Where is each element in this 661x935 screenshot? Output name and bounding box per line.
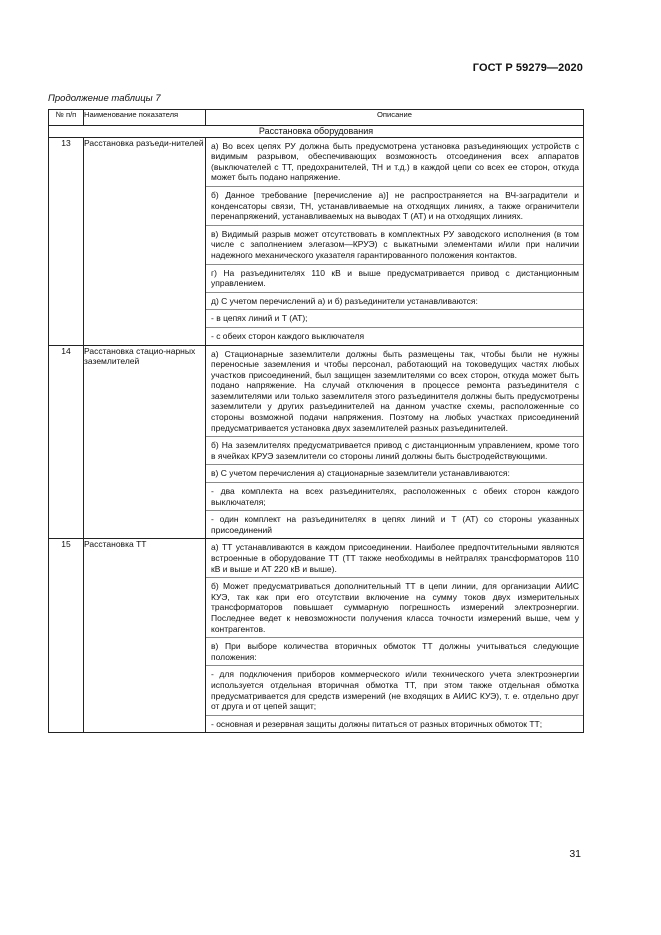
table-header-row (49, 110, 584, 126)
description-paragraph: в) С учетом перечисления а) стационарные заземлители устанавливаются: (206, 464, 583, 482)
description-paragraph: - два комплекта на всех разъединителях, расположенных с обеих сторон каждого выключателя; (206, 482, 583, 510)
table-row (49, 345, 584, 539)
description-paragraph: - с обеих сторон каждого выключателя (206, 327, 583, 345)
row-number: 15 (49, 539, 84, 733)
description-paragraph: б) Данное требование [перечисление а)] не распространяется на ВЧ-заградители и конденсаторы связи, ТН, устанавливаемые на отходящих линиях, а также ограничители перенапряжений, устанавливаемых на выводах Т (АТ) и на отходящих линиях. (206, 186, 583, 225)
section-row (49, 126, 584, 138)
description-paragraph: а) Стационарные заземлители должны быть размещены так, чтобы были не нужны переносные заземления и чтобы персонал, работающий на токоведущих частях любых участков присоединений, был защищен заземлителями со всех сторон, откуда может быть подано напряжение. На случай отключения в процессе ремонта разъединителя с заземлителями или только заземлителя этого разъединителя должны быть предусмотрены заземлители у других разъединителей на данном участке схемы, расположенные со стороны возможной подачи напряжения. Поэтому на любых участках присоединений предусматривается установка двух заземлителей разных разъединителей. (211, 348, 579, 433)
description-paragraph: в) При выборе количества вторичных обмоток ТТ должны учитываться следующие положения: (206, 637, 583, 665)
description-paragraph: г) На разъединителях 110 кВ и выше предусматривается привод с дистанционным управлением. (206, 264, 583, 292)
description-paragraph: - основная и резервная защиты должны питаться от разных вторичных обмоток ТТ; (206, 715, 583, 733)
table-row (49, 137, 584, 345)
column-header-name: Наименование показателя (84, 110, 206, 126)
description-paragraph: б) На заземлителях предусматривается привод с дистанционным управлением, кроме того в ячейках КРУЭ заземлители со стороны линий должны быть быстродействующими. (206, 436, 583, 464)
description-paragraph: - для подключения приборов коммерческого и/или технического учета электроэнергии используется отдельная вторичная обмотка ТТ, при этом также отдельная обмотка предусматривается для средств измерений (не входящих в АИИС КУЭ), т. е. отдельно друг от друга и от цепей защит; (206, 665, 583, 714)
column-header-number: № п/п (49, 110, 84, 126)
row-name: Расстановка разъеди-нителей (84, 137, 206, 345)
table-row (49, 539, 584, 733)
row-number: 14 (49, 345, 84, 539)
description-paragraph: - в цепях линий и Т (АТ); (206, 309, 583, 327)
row-number: 13 (49, 137, 84, 345)
row-name: Расстановка стацио-нарных заземлителей (84, 345, 206, 539)
description-paragraph: д) С учетом перечислений а) и б) разъединители устанавливаются: (206, 292, 583, 310)
row-description (206, 539, 584, 733)
description-paragraph: а) ТТ устанавливаются в каждом присоединении. Наиболее предпочтительными являются встроенные в оборудование ТТ (ТТ также необходимы в нейтралях трансформаторов 110 кВ и выше и АТ 220 кВ и выше). (211, 542, 579, 574)
page-number: 31 (569, 848, 581, 860)
document-standard-number: ГОСТ Р 59279—2020 (472, 62, 583, 74)
specification-table (48, 109, 584, 733)
row-description (206, 137, 584, 345)
row-description (206, 345, 584, 539)
column-header-description: Описание (206, 110, 584, 126)
section-title: Расстановка оборудования (49, 126, 584, 138)
row-name: Расстановка ТТ (84, 539, 206, 733)
description-paragraph: а) Во всех цепях РУ должна быть предусмотрена установка разъединяющих устройств с видимым разрывом, обеспечивающих возможность отсоединения всех аппаратов (выключателей с ТТ, предохранителей, ТН и т.д.) в каждой цепи со всех ее сторон, откуда может быть подано напряжение. (211, 140, 579, 183)
description-paragraph: - один комплект на разъединителях в цепях линий и Т (АТ) со стороны указанных присоединений (206, 510, 583, 538)
description-paragraph: б) Может предусматриваться дополнительный ТТ в цепи линии, для организации АИИС КУЭ, так как при его отсутствии включение на сумму токов двух измерительных трансформаторов повышает суммарную погрешность измерений электроэнергии. Последнее ведет к невозможности получения класса точности измерений выше, чем у контрагентов. (206, 577, 583, 637)
table-caption: Продолжение таблицы 7 (48, 93, 161, 104)
description-paragraph: в) Видимый разрыв может отсутствовать в комплектных РУ заводского исполнения (в том числе с заполнением элегазом—КРУЭ) с выкатными элементами и/или при наличии надежного механического указателя гарантированного положения контактов. (206, 225, 583, 264)
